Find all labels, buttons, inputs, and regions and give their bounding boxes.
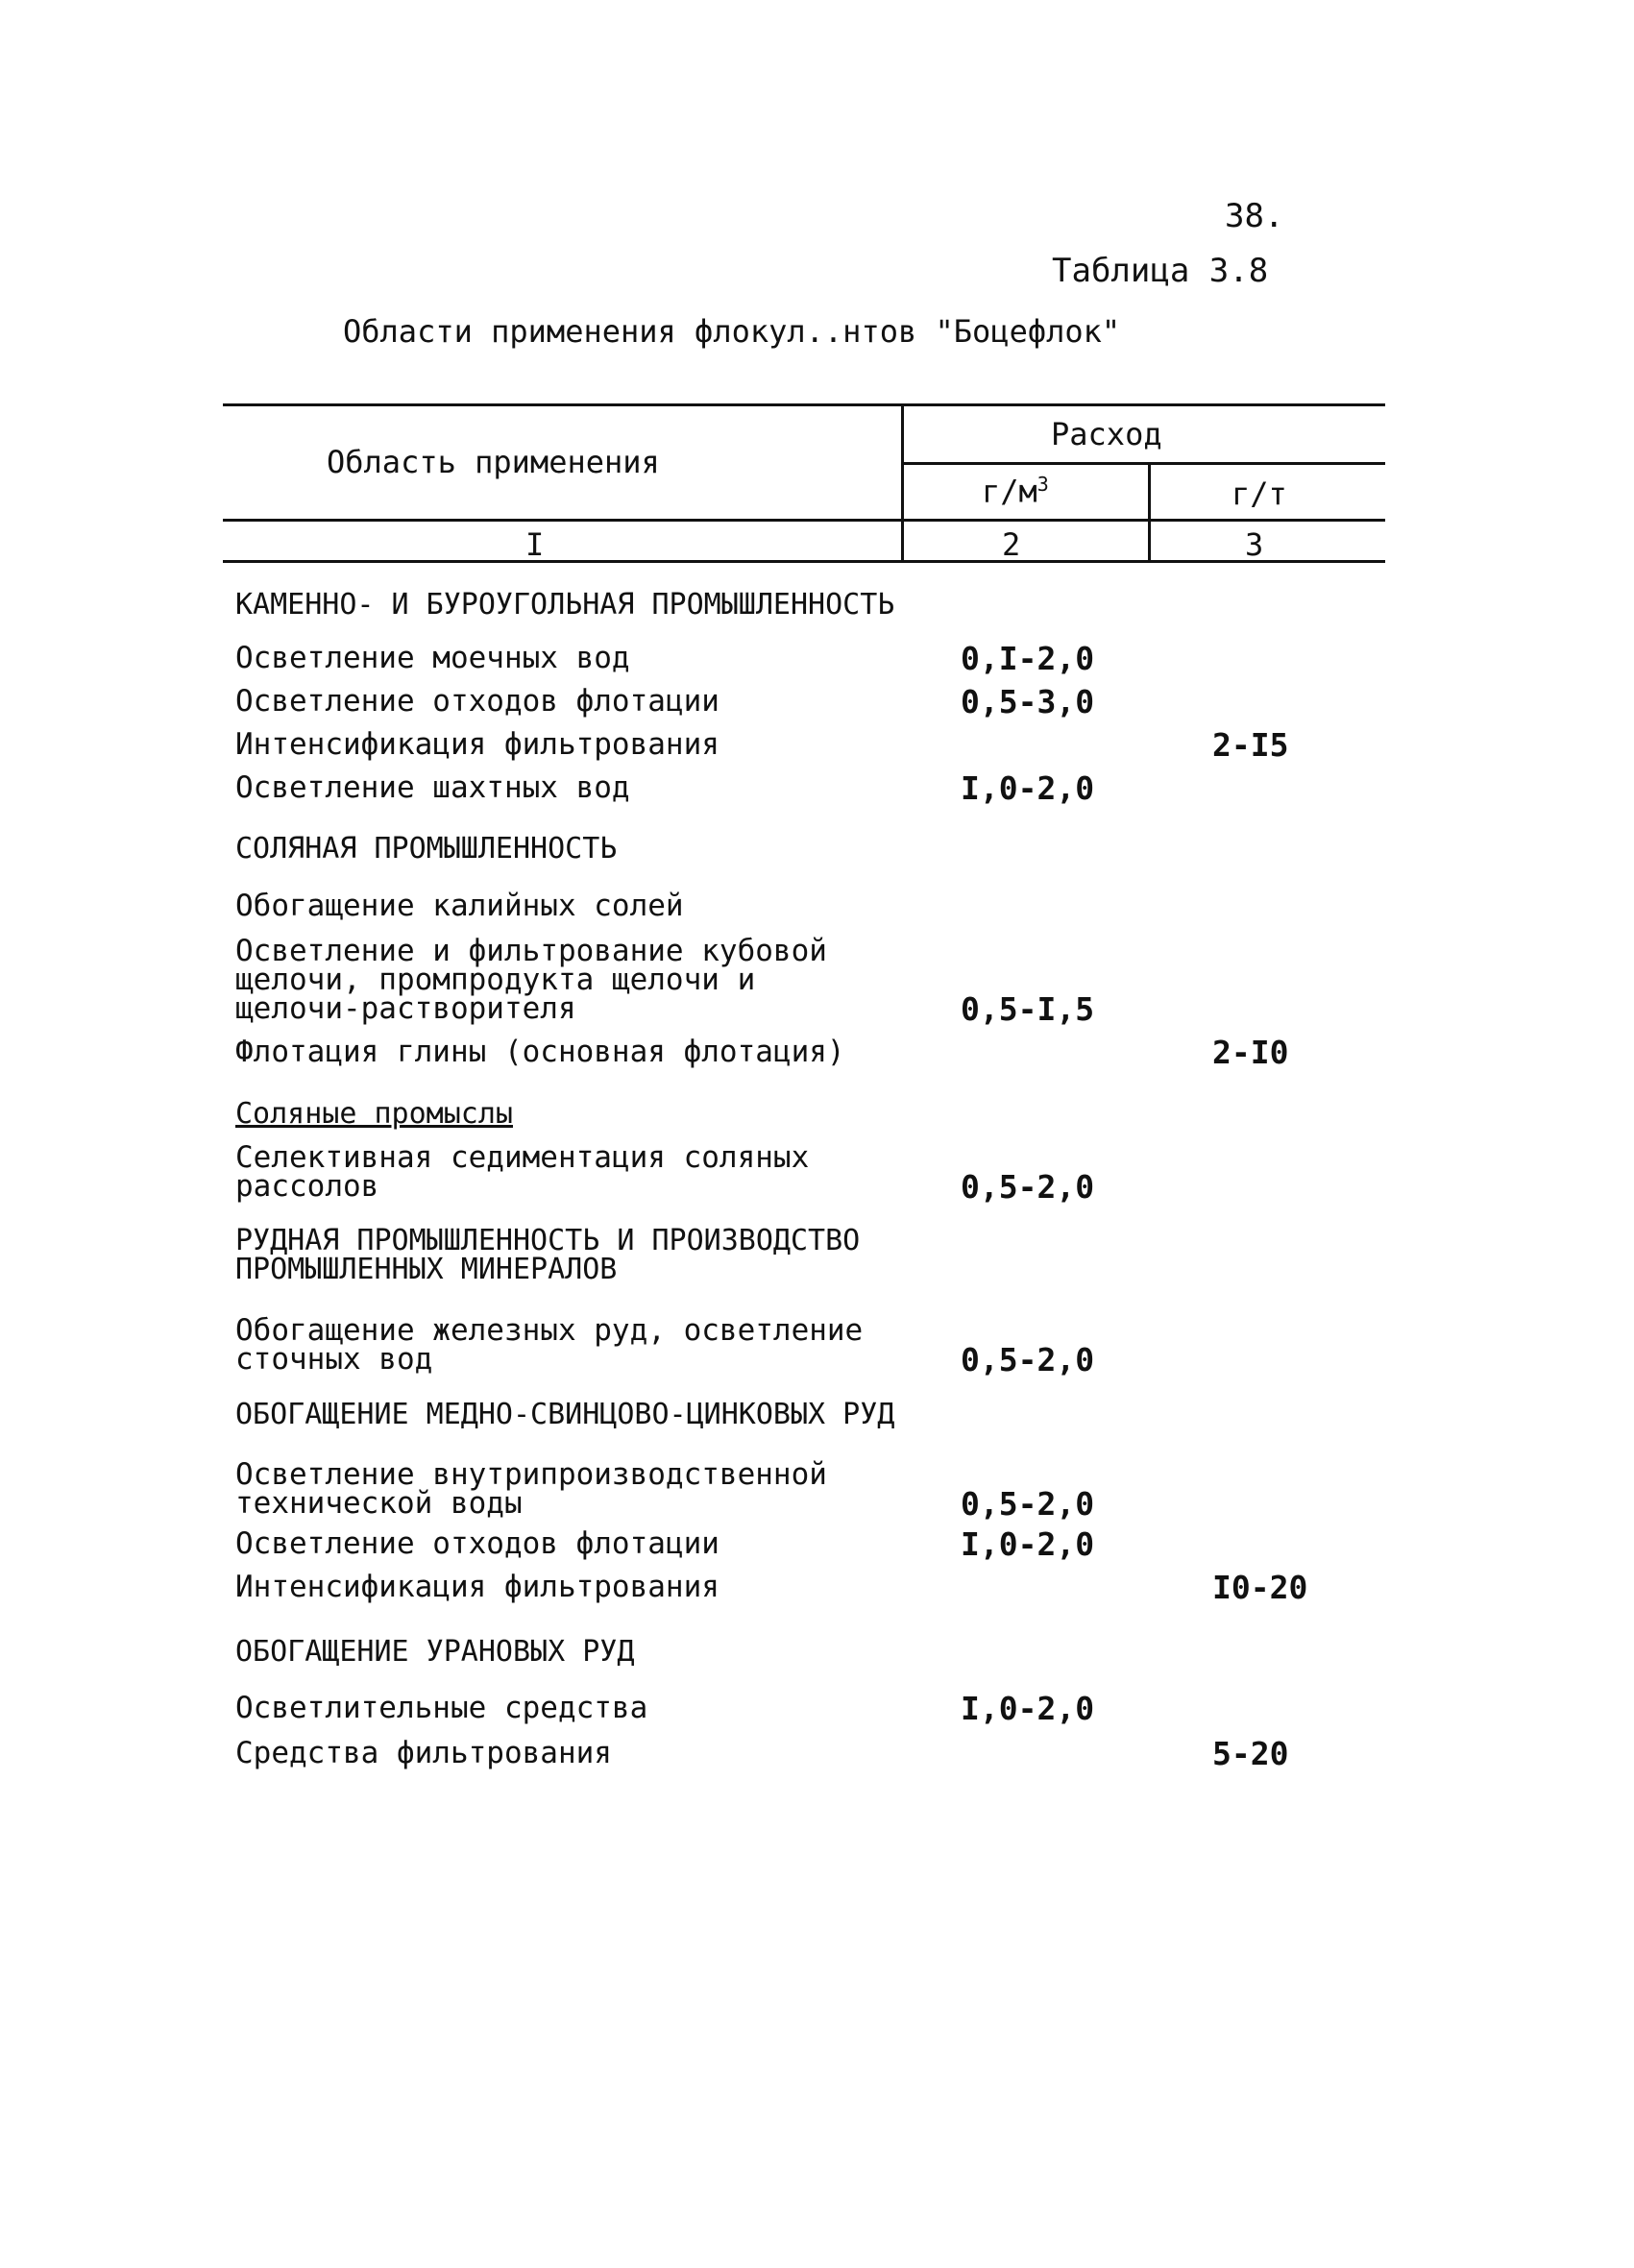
row-label: Осветление шахтных вод <box>235 770 630 805</box>
row-label: Осветление отходов флотации <box>235 684 719 719</box>
section-heading: ОБОГАЩЕНИЕ МЕДНО-СВИНЦОВО-ЦИНКОВЫХ РУД <box>235 1398 895 1431</box>
row-label: Осветление отходов флотации <box>235 1526 719 1561</box>
value-g-per-m3: I,0-2,0 <box>961 769 1095 807</box>
header-top-rule <box>223 403 1385 406</box>
column-number-3: 3 <box>1245 526 1264 563</box>
column-number-2: 2 <box>1002 526 1021 563</box>
value-g-per-m3: 0,5-2,0 <box>961 1168 1095 1206</box>
row-label: Флотация глины (основная флотация) <box>235 1035 845 1069</box>
row-label: Интенсификация фильтрования <box>235 727 719 762</box>
header-consumption: Расход <box>1051 416 1162 452</box>
unit-exponent: 3 <box>1036 473 1049 496</box>
section-heading: РУДНАЯ ПРОМЫШЛЕННОСТЬ И ПРОИЗВОДСТВО ПРОМЫШЛЕННЫХ МИНЕРАЛОВ <box>235 1224 861 1286</box>
subsection-heading: Соляные промыслы <box>235 1097 513 1131</box>
row-label: Обогащение калийных солей <box>235 889 684 923</box>
table-label: Таблица 3.8 <box>1052 252 1269 290</box>
row-label: Интенсификация фильтрования <box>235 1570 719 1604</box>
header-g-per-t: г/т <box>1232 476 1287 512</box>
value-g-per-t: 5-20 <box>1212 1735 1289 1772</box>
row-label: Осветление моечных вод <box>235 641 630 675</box>
section-heading: КАМЕННО- И БУРОУГОЛЬНАЯ ПРОМЫШЛЕННОСТЬ <box>235 588 895 622</box>
column-divider-1 <box>901 403 904 560</box>
row-label: Средства фильтрования <box>235 1736 612 1770</box>
value-g-per-t: 2-I0 <box>1212 1034 1289 1071</box>
row-label: Селективная седиментация соляных рассолов <box>235 1140 810 1204</box>
column-divider-2 <box>1148 462 1151 560</box>
value-g-per-t: 2-I5 <box>1212 726 1289 764</box>
value-g-per-m3: I,0-2,0 <box>961 1525 1095 1563</box>
value-g-per-m3: 0,5-3,0 <box>961 683 1095 720</box>
section-heading: ОБОГАЩЕНИЕ УРАНОВЫХ РУД <box>235 1635 635 1669</box>
column-number-1: I <box>525 526 545 563</box>
row-label: Осветление и фильтрование кубовой щелочи, промпродукта щелочи и щелочи-растворителя <box>235 934 827 1026</box>
header-g-per-m3 <box>982 473 1049 510</box>
section-heading: СОЛЯНАЯ ПРОМЫШЛЕННОСТЬ <box>235 832 618 866</box>
value-g-per-m3: 0,5-2,0 <box>961 1485 1095 1523</box>
header-bottom-rule <box>223 519 1385 522</box>
row-label: Обогащение железных руд, осветление сточных вод <box>235 1313 864 1377</box>
value-g-per-m3: I,0-2,0 <box>961 1690 1095 1727</box>
unit-base: г/м <box>982 473 1037 510</box>
value-g-per-m3: 0,I-2,0 <box>961 640 1095 677</box>
header-group-rule <box>903 462 1385 465</box>
page-number: 38. <box>1225 197 1284 235</box>
value-g-per-m3: 0,5-I,5 <box>961 990 1095 1028</box>
value-g-per-m3: 0,5-2,0 <box>961 1341 1095 1378</box>
numbers-bottom-rule <box>223 560 1385 563</box>
row-label: Осветление внутрипроизводственной технической воды <box>235 1457 827 1521</box>
row-label: Осветлительные средства <box>235 1691 648 1725</box>
value-g-per-t: I0-20 <box>1212 1569 1308 1606</box>
header-area: Область применения <box>327 444 660 480</box>
table-title: Области применения флокул..нтов "Боцефлок" <box>343 313 1121 350</box>
